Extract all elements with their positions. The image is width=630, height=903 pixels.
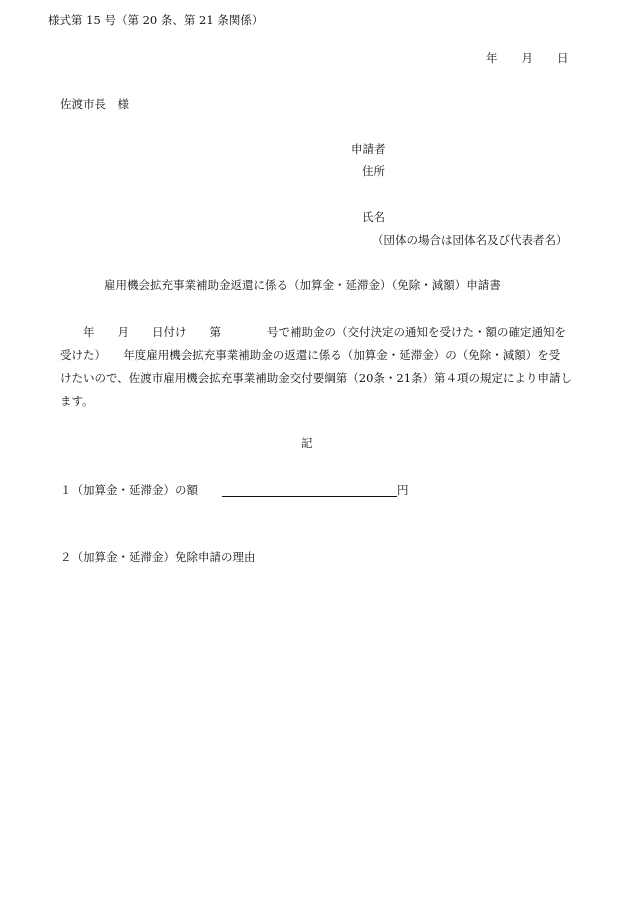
- body-line: 年 月 日付け 第 号で補助金の（交付決定の通知を受けた・額の確定通知を: [60, 325, 566, 339]
- date-line: [486, 52, 569, 66]
- date-day-label: 日: [557, 51, 569, 65]
- body-paragraph: [60, 321, 572, 413]
- applicant-label: 申請者: [351, 142, 386, 156]
- address-label: 住所: [362, 164, 385, 178]
- body-line: 受けた） 年度雇用機会拡充事業補助金の返還に係る（加算金・延滞金）の（免除・減額）を受: [60, 348, 561, 362]
- date-month-label: 月: [521, 51, 533, 65]
- addressee: 佐渡市長 様: [60, 97, 129, 111]
- body-line: けたいので、佐渡市雇用機会拡充事業補助金交付要綱第（20条・21条）第４項の規定により申請し: [60, 371, 573, 385]
- name-note: （団体の場合は団体名及び代表者名）: [372, 233, 568, 247]
- ki-heading: 記: [301, 436, 313, 450]
- amount-blank-line: [222, 482, 397, 497]
- item1-label: １（加算金・延滞金）の額: [60, 483, 198, 497]
- document-title: 雇用機会拡充事業補助金返還に係る（加算金・延滞金）（免除・減額）申請書: [104, 278, 501, 292]
- amount-unit: 円: [397, 483, 409, 497]
- body-line: ます。: [60, 394, 94, 408]
- item2-label: ２（加算金・延滞金）免除申請の理由: [60, 550, 256, 564]
- date-year-label: 年: [486, 51, 498, 65]
- name-label: 氏名: [362, 210, 385, 224]
- form-number: 様式第 15 号（第 20 条、第 21 条関係）: [48, 13, 264, 27]
